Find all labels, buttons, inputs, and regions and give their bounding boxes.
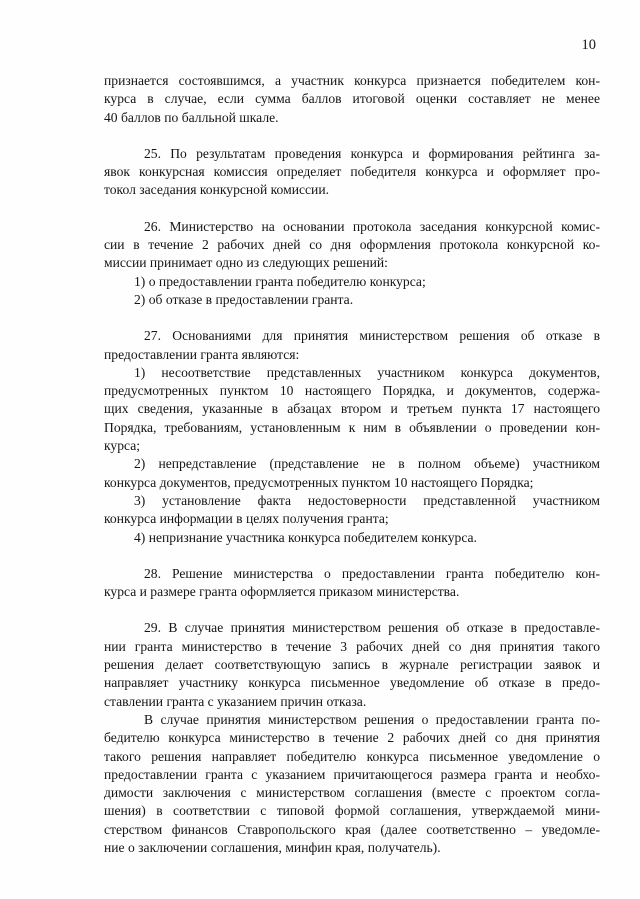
text-line: ставлении гранта с указанием причин отказа. [104, 693, 367, 709]
text-line: 28. Решение министерства о предоставлении гранта победителю кон- [144, 565, 600, 581]
text-line: курса и размере гранта оформляется приказом министерства. [104, 584, 460, 600]
text-line: миссии принимает одно из следующих решений: [104, 255, 388, 271]
paragraph-25 [104, 145, 600, 200]
text-line: курса в случае, если сумма баллов итоговой оценки составляет не менее [104, 91, 600, 107]
text-line: 27. Основаниями для принятия министерством решения об отказе в [144, 328, 600, 344]
text-line: 26. Министерство на основании протокола заседания конкурсной комис- [144, 218, 600, 234]
document-body [104, 72, 600, 857]
text-line: конкурса информации в целях получения гранта; [104, 511, 389, 527]
text-line: токол заседания конкурсной комиссии. [104, 182, 329, 198]
list-item: 2) об отказе в предоставлении гранта. [134, 291, 354, 307]
text-line: предоставлении гранта являются: [104, 346, 300, 362]
text-line: сии в течение 2 рабочих дней со дня оформления протокола конкурсной ко- [104, 237, 600, 253]
list-item: 1) несоответствие представленных участником конкурса документов, [134, 364, 600, 380]
paragraph-28 [104, 565, 600, 602]
text-line: 40 баллов по балльной шкале. [104, 109, 279, 125]
text-line: 29. В случае принятия министерством решения об отказе в предоставле- [144, 620, 600, 636]
text-line: щих сведения, указанные в абзацах втором и третьем пункта 17 настоящего [104, 401, 600, 417]
text-line: признается состоявшимся, а участник конкурса признается победителем кон- [104, 73, 600, 88]
page-number: 10 [581, 37, 596, 53]
text-line: явок конкурсная комиссия определяет победителя конкурса и оформляет про- [104, 164, 600, 180]
text-line: Порядка, требованиям, установленным к ним в объявлении о проведении кон- [104, 419, 600, 435]
list-item: 2) непредставление (представление не в полном объеме) участником [134, 456, 600, 472]
text-line: ние о заключении соглашения, минфин края, получатель). [104, 839, 441, 855]
text-line: конкурса документов, предусмотренных пунктом 10 настоящего Порядка; [104, 474, 534, 490]
text-line: В случае принятия министерством решения о предоставлении гранта по- [144, 711, 600, 727]
list-item: 4) непризнание участника конкурса победителем конкурса. [134, 529, 477, 545]
text-line: 25. По результатам проведения конкурса и формирования рейтинга за- [144, 145, 600, 161]
text-line: предусмотренных пунктом 10 настоящего Порядка, и документов, содержа- [104, 383, 600, 399]
text-line: предоставлении гранта с указанием причитающегося размера гранта и необхо- [104, 766, 600, 782]
text-line: такого решения направляет победителю конкурса письменное уведомление о [104, 748, 600, 764]
text-line: стерством финансов Ставропольского края (далее соответственно – уведомле- [104, 821, 600, 837]
text-line: нии гранта министерство в течение 3 рабочих дней со дня принятия такого [104, 638, 600, 654]
paragraph-27 [104, 327, 600, 547]
paragraph-29-second [104, 711, 600, 857]
text-line: направляет участнику конкурса письменное уведомление об отказе в предо- [104, 675, 600, 691]
text-line: бедителю конкурса министерство в течение 2 рабочих дней со дня принятия [104, 730, 600, 746]
list-item: 1) о предоставлении гранта победителю конкурса; [134, 273, 426, 289]
paragraph-24-continuation [104, 72, 600, 127]
text-line: димости заключения с министерством соглашения (вместе с проектом согла- [104, 785, 600, 801]
text-line: шения) в соответствии с типовой формой соглашения, утверждаемой мини- [104, 803, 600, 819]
paragraph-29 [104, 619, 600, 710]
list-item: 3) установление факта недостоверности представленной участником [134, 492, 600, 508]
text-line: решения делает соответствующую запись в журнале регистрации заявок и [104, 657, 600, 673]
paragraph-26 [104, 218, 600, 309]
text-line: курса; [104, 438, 141, 454]
